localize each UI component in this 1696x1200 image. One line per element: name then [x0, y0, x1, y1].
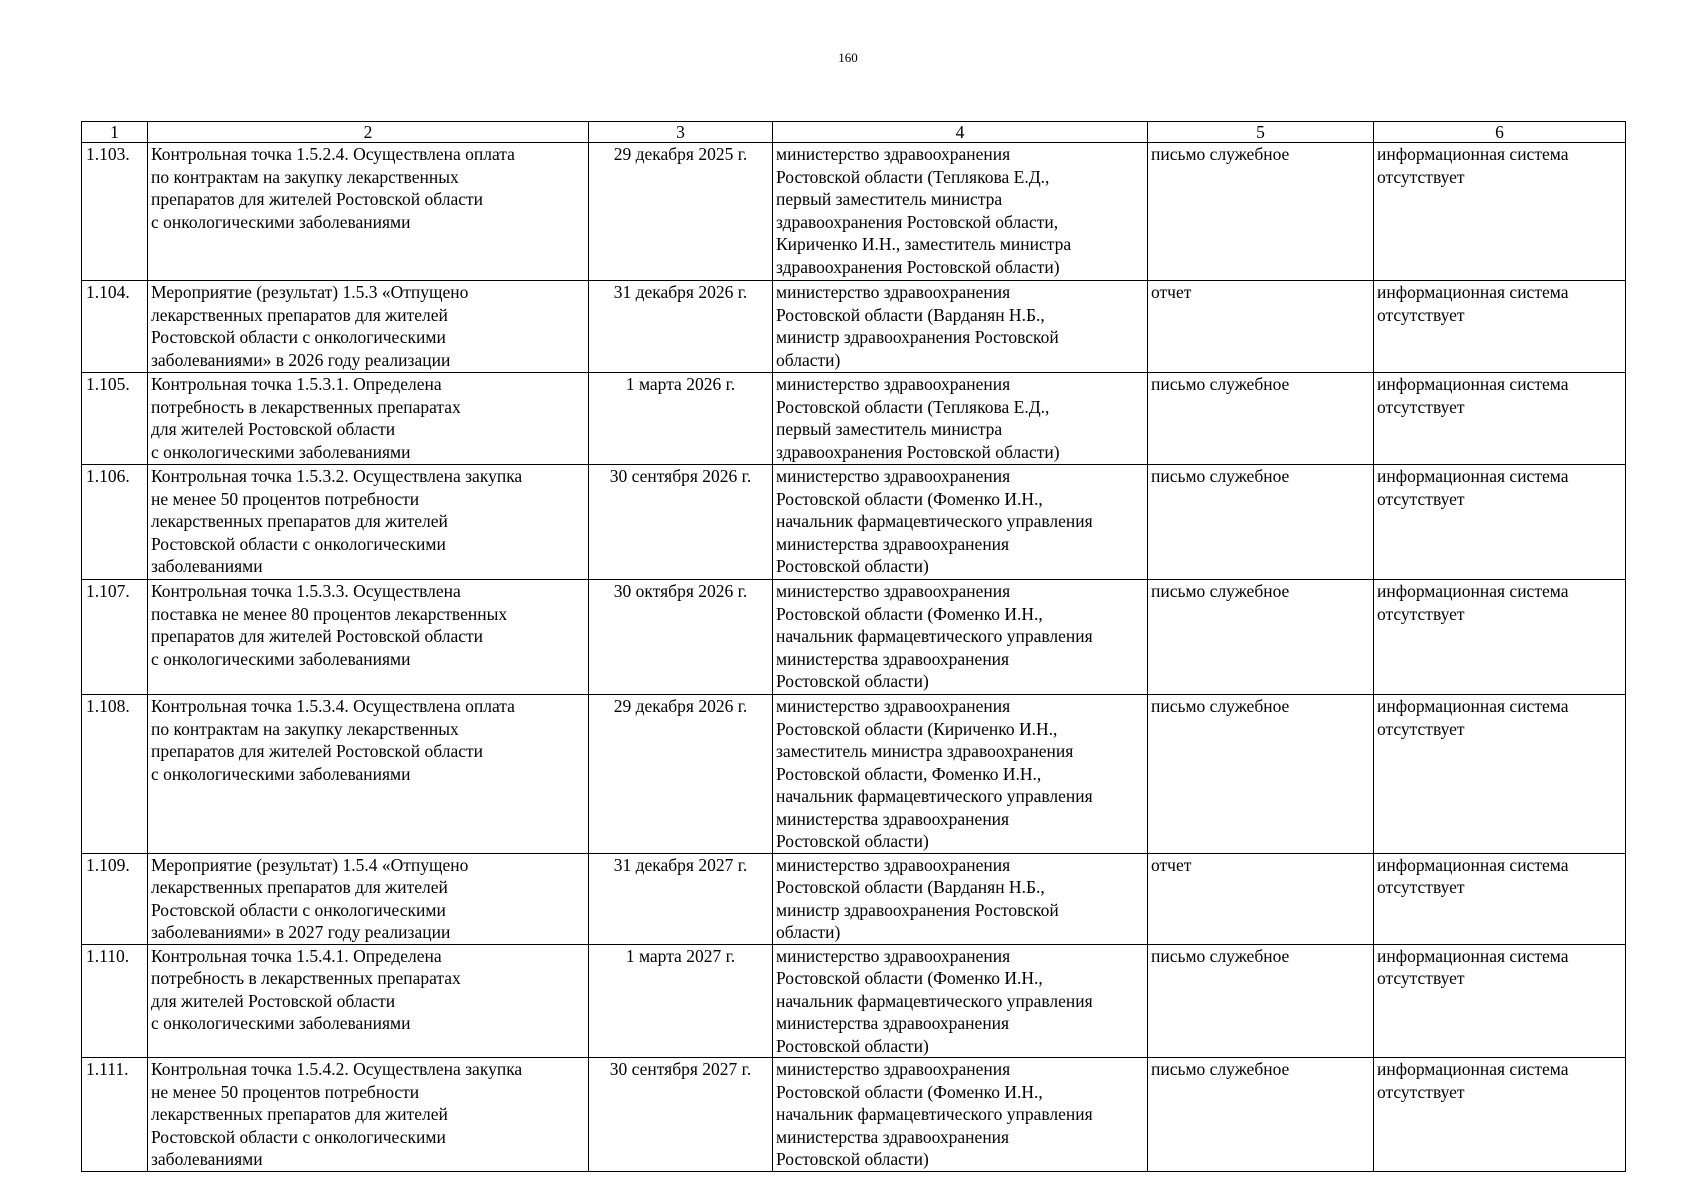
row-number: 1.107. — [82, 580, 148, 695]
row-system: информационная система отсутствует — [1374, 695, 1626, 854]
row-responsible: министерство здравоохранения Ростовской области (Варданян Н.Б., министр здравоохранения Ростовской области) — [773, 281, 1148, 373]
row-document: письмо служебное — [1148, 1058, 1374, 1172]
row-date: 29 декабря 2026 г. — [589, 695, 773, 854]
row-date: 31 декабря 2026 г. — [589, 281, 773, 373]
table-row — [82, 853, 1626, 944]
table-row — [82, 373, 1626, 465]
row-system: информационная система отсутствует — [1374, 580, 1626, 695]
column-header: 6 — [1374, 122, 1626, 143]
column-header: 1 — [82, 122, 148, 143]
row-date: 31 декабря 2027 г. — [589, 853, 773, 944]
table-row — [82, 465, 1626, 580]
header-row — [82, 122, 1626, 143]
row-document: отчет — [1148, 281, 1374, 373]
row-document: письмо служебное — [1148, 465, 1374, 580]
row-document: письмо служебное — [1148, 695, 1374, 854]
row-name: Контрольная точка 1.5.2.4. Осуществлена оплата по контрактам на закупку лекарственных препаратов для жителей Ростовской области с онкологическими заболеваниями — [148, 143, 589, 281]
row-number: 1.104. — [82, 281, 148, 373]
row-document: письмо служебное — [1148, 143, 1374, 281]
control-points-table — [81, 121, 1626, 1172]
row-number: 1.108. — [82, 695, 148, 854]
page-number: 160 — [838, 50, 858, 65]
column-header: 4 — [773, 122, 1148, 143]
row-name: Мероприятие (результат) 1.5.3 «Отпущено лекарственных препаратов для жителей Ростовской области с онкологическими заболеваниями» в 2026 году реализации — [148, 281, 589, 373]
column-header: 3 — [589, 122, 773, 143]
row-responsible: министерство здравоохранения Ростовской области (Фоменко И.Н., начальник фармацевтического управления министерства здравоохранения Ростовской области) — [773, 1058, 1148, 1172]
row-name: Контрольная точка 1.5.3.4. Осуществлена оплата по контрактам на закупку лекарственных препаратов для жителей Ростовской области с онкологическими заболеваниями — [148, 695, 589, 854]
row-system: информационная система отсутствует — [1374, 944, 1626, 1058]
row-name: Контрольная точка 1.5.3.2. Осуществлена закупка не менее 50 процентов потребности лекарственных препаратов для жителей Ростовской области с онкологическими заболеваниями — [148, 465, 589, 580]
row-responsible: министерство здравоохранения Ростовской области (Фоменко И.Н., начальник фармацевтического управления министерства здравоохранения Ростовской области) — [773, 580, 1148, 695]
row-document: письмо служебное — [1148, 944, 1374, 1058]
row-responsible: министерство здравоохранения Ростовской области (Теплякова Е.Д., первый заместитель министра здравоохранения Ростовской области) — [773, 373, 1148, 465]
table-row — [82, 1058, 1626, 1172]
row-system: информационная система отсутствует — [1374, 281, 1626, 373]
row-number: 1.110. — [82, 944, 148, 1058]
row-name: Контрольная точка 1.5.3.3. Осуществлена поставка не менее 80 процентов лекарственных препаратов для жителей Ростовской области с онкологическими заболеваниями — [148, 580, 589, 695]
row-responsible: министерство здравоохранения Ростовской области (Теплякова Е.Д., первый заместитель министра здравоохранения Ростовской области, Кириченко И.Н., заместитель министра здравоохранения Ростовской области) — [773, 143, 1148, 281]
column-header: 2 — [148, 122, 589, 143]
row-name: Мероприятие (результат) 1.5.4 «Отпущено лекарственных препаратов для жителей Ростовской области с онкологическими заболеваниями» в 2027 году реализации — [148, 853, 589, 944]
row-date: 1 марта 2026 г. — [589, 373, 773, 465]
row-name: Контрольная точка 1.5.3.1. Определена потребность в лекарственных препаратах для жителей Ростовской области с онкологическими заболеваниями — [148, 373, 589, 465]
row-responsible: министерство здравоохранения Ростовской области (Фоменко И.Н., начальник фармацевтического управления министерства здравоохранения Ростовской области) — [773, 944, 1148, 1058]
row-name: Контрольная точка 1.5.4.1. Определена потребность в лекарственных препаратах для жителей Ростовской области с онкологическими заболеваниями — [148, 944, 589, 1058]
row-document: письмо служебное — [1148, 580, 1374, 695]
row-system: информационная система отсутствует — [1374, 1058, 1626, 1172]
row-number: 1.103. — [82, 143, 148, 281]
row-date: 30 октября 2026 г. — [589, 580, 773, 695]
row-date: 30 сентября 2027 г. — [589, 1058, 773, 1172]
column-header: 5 — [1148, 122, 1374, 143]
row-document: отчет — [1148, 853, 1374, 944]
table-row — [82, 580, 1626, 695]
row-date: 29 декабря 2025 г. — [589, 143, 773, 281]
row-number: 1.105. — [82, 373, 148, 465]
row-name: Контрольная точка 1.5.4.2. Осуществлена закупка не менее 50 процентов потребности лекарственных препаратов для жителей Ростовской области с онкологическими заболеваниями — [148, 1058, 589, 1172]
table-row — [82, 281, 1626, 373]
row-responsible: министерство здравоохранения Ростовской области (Фоменко И.Н., начальник фармацевтического управления министерства здравоохранения Ростовской области) — [773, 465, 1148, 580]
row-date: 1 марта 2027 г. — [589, 944, 773, 1058]
row-system: информационная система отсутствует — [1374, 143, 1626, 281]
row-date: 30 сентября 2026 г. — [589, 465, 773, 580]
row-number: 1.106. — [82, 465, 148, 580]
row-system: информационная система отсутствует — [1374, 853, 1626, 944]
row-responsible: министерство здравоохранения Ростовской области (Варданян Н.Б., министр здравоохранения Ростовской области) — [773, 853, 1148, 944]
table-row — [82, 695, 1626, 854]
row-responsible: министерство здравоохранения Ростовской области (Кириченко И.Н., заместитель министра здравоохранения Ростовской области, Фоменко И.Н., начальник фармацевтического управления министерства здравоохранения Ростовской области) — [773, 695, 1148, 854]
row-document: письмо служебное — [1148, 373, 1374, 465]
row-system: информационная система отсутствует — [1374, 465, 1626, 580]
row-number: 1.109. — [82, 853, 148, 944]
row-number: 1.111. — [82, 1058, 148, 1172]
table-row — [82, 143, 1626, 281]
row-system: информационная система отсутствует — [1374, 373, 1626, 465]
table-row — [82, 944, 1626, 1058]
